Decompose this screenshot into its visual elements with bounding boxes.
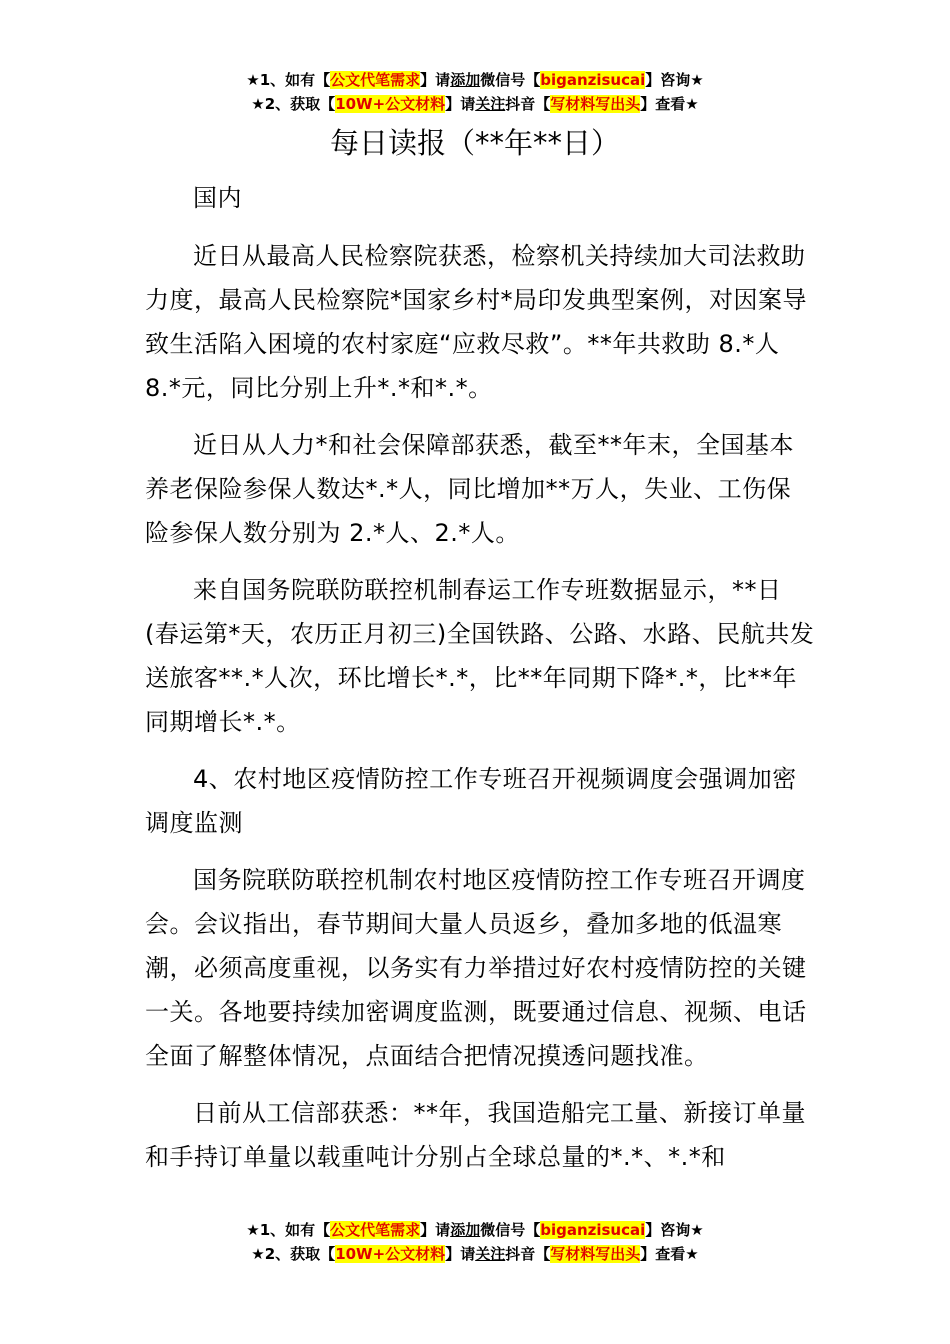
promo-underlined-text: 添加 [450, 1221, 481, 1239]
promo-text: 抖音【 [505, 1245, 551, 1263]
promo-highlight: 公文代笔需求 [330, 71, 421, 89]
header-promo-banner [0, 68, 950, 116]
promo-text: ★2、获取【 [251, 1245, 336, 1263]
promo-highlight: 写材料写出头 [550, 95, 641, 113]
promo-line-1 [0, 1218, 950, 1242]
promo-text: ★2、获取【 [251, 95, 336, 113]
promo-highlight: 写材料写出头 [550, 1245, 641, 1263]
promo-text: 】请 [445, 1245, 476, 1263]
paragraph: 4、农村地区疫情防控工作专班召开视频调度会强调加密调度监测 [145, 765, 797, 837]
promo-text: 】查看★ [640, 95, 699, 113]
paragraph: 来自国务院联防联控机制春运工作专班数据显示，**日(春运第*天，农历正月初三)全国铁路、公路、水路、民航共发送旅客**.*人次，环比增长*.*，比**年同期下降*.*，比**年同期增长*.*。 [145, 576, 815, 736]
paragraph: 日前从工信部获悉：**年，我国造船完工量、新接订单量和手持订单量以载重吨计分别占全球总量的*.*、*.*和 [145, 1099, 806, 1171]
promo-text: ★1、如有【 [246, 1221, 331, 1239]
paragraph: 国务院联防联控机制农村地区疫情防控工作专班召开调度会。会议指出，春节期间大量人员返乡，叠加多地的低温寒潮，必须高度重视，以务实有力举措过好农村疫情防控的关键一关。各地要持续加密调度监测，既要通过信息、视频、电话全面了解整体情况，点面结合把情况摸透问题找准。 [145, 866, 807, 1070]
document-title: 每日读报（**年**日） [329, 126, 620, 160]
footer-promo-banner [0, 1218, 950, 1266]
section-heading: 国内 [193, 184, 242, 212]
promo-text: 】请 [420, 1221, 451, 1239]
promo-line-1 [0, 68, 950, 92]
promo-text: ★1、如有【 [246, 71, 331, 89]
promo-text: 微信号【 [480, 71, 541, 89]
promo-text: 】咨询★ [645, 71, 704, 89]
promo-underlined-text: 添加 [450, 71, 481, 89]
promo-text: 】查看★ [640, 1245, 699, 1263]
promo-text: 抖音【 [505, 95, 551, 113]
promo-text: 】请 [420, 71, 451, 89]
promo-highlight: 10W+公文材料 [335, 1245, 446, 1263]
promo-highlight: 10W+公文材料 [335, 95, 446, 113]
promo-line-2 [0, 92, 950, 116]
promo-highlight: biganzisucai [540, 71, 646, 89]
promo-line-2 [0, 1242, 950, 1266]
promo-highlight: 公文代笔需求 [330, 1221, 421, 1239]
promo-text: 】请 [445, 95, 476, 113]
promo-underlined-text: 关注 [475, 95, 506, 113]
promo-highlight: biganzisucai [540, 1221, 646, 1239]
promo-text: 微信号【 [480, 1221, 541, 1239]
paragraph: 近日从人力*和社会保障部获悉，截至**年末，全国基本养老保险参保人数达*.*人，同比增加**万人，失业、工伤保险参保人数分别为 2.*人、2.*人。 [145, 431, 794, 547]
promo-underlined-text: 关注 [475, 1245, 506, 1263]
paragraph: 近日从最高人民检察院获悉，检察机关持续加大司法救助力度，最高人民检察院*国家乡村*局印发典型案例，对因案导致生活陷入困境的农村家庭“应救尽救”。**年共救助 8.*人 8.*元，同比分别上升*.*和*.*。 [145, 242, 807, 402]
promo-text: 】咨询★ [645, 1221, 704, 1239]
document-body [145, 176, 815, 1192]
